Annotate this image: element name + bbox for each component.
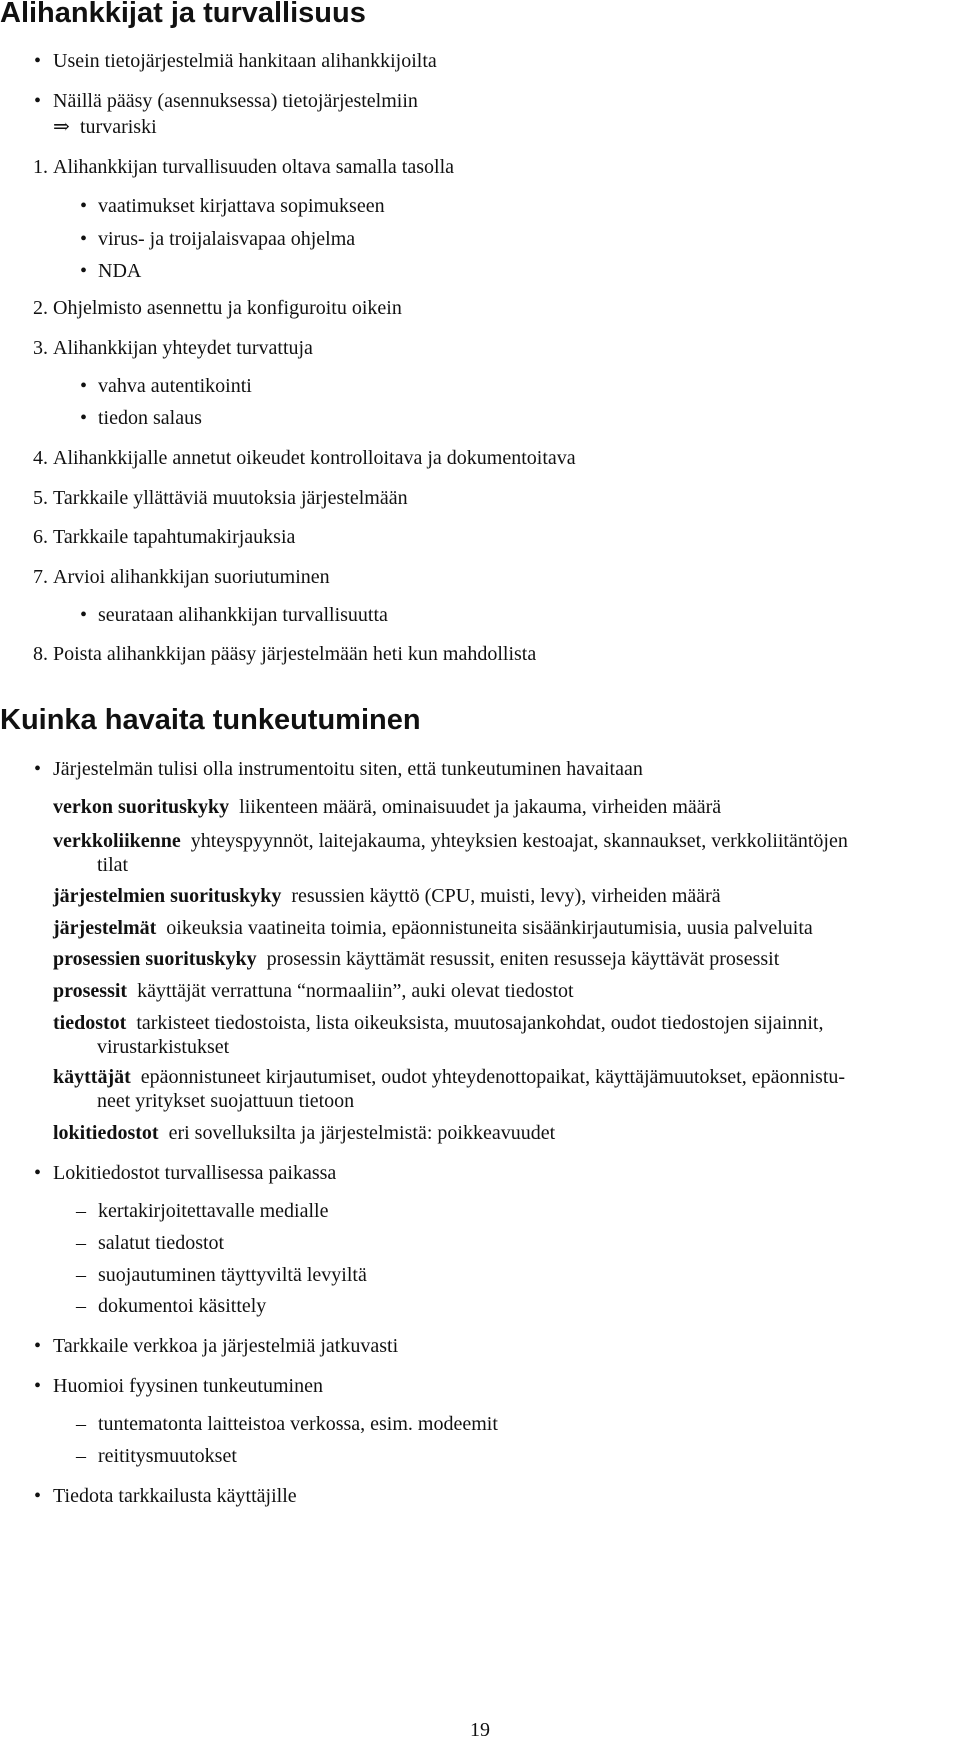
description-text-continuation: tilat — [97, 854, 129, 876]
description-term: järjestelmien suorituskyky — [53, 885, 282, 907]
bullet-glyph: • — [34, 50, 42, 72]
bullet-glyph: • — [80, 604, 88, 626]
numbered-item: Alihankkijan yhteydet turvattuja — [53, 337, 313, 359]
bullet-glyph: • — [34, 1162, 42, 1184]
sub-item: vahva autentikointi — [98, 375, 252, 397]
sub-item: vaatimukset kirjattava sopimukseen — [98, 195, 385, 217]
page-number: 19 — [470, 1719, 490, 1741]
bullet-glyph: • — [34, 1485, 42, 1507]
list-item: Tarkkaile verkkoa ja järjestelmiä jatkuvasti — [53, 1335, 399, 1357]
list-item: Huomioi fyysinen tunkeutuminen — [53, 1375, 323, 1397]
dash-glyph: – — [76, 1413, 86, 1435]
sub-item: reititysmuutokset — [98, 1445, 237, 1467]
dash-glyph: – — [76, 1295, 86, 1317]
bullet-glyph: • — [34, 1335, 42, 1357]
description-entry — [53, 1011, 958, 1035]
description-entry — [53, 1121, 958, 1145]
numbered-item: Arvioi alihankkijan suoriutuminen — [53, 566, 330, 588]
item-number: 1. — [33, 156, 48, 178]
description-text: liikenteen määrä, ominaisuudet ja jakauma, virheiden määrä — [239, 796, 722, 818]
numbered-item: Poista alihankkijan pääsy järjestelmään heti kun mahdollista — [53, 643, 537, 665]
section-title: Kuinka havaita tunkeutuminen — [0, 704, 421, 736]
description-entry — [53, 916, 958, 940]
dash-glyph: – — [76, 1200, 86, 1222]
description-text: eri sovelluksilta ja järjestelmistä: poikkeavuudet — [168, 1122, 556, 1144]
item-number: 7. — [33, 566, 48, 588]
description-text: yhteyspyynnöt, laitejakauma, yhteyksien kestoajat, skannaukset, verkkoliitäntöjen — [190, 830, 848, 852]
numbered-item: Tarkkaile tapahtumakirjauksia — [53, 526, 296, 548]
sub-item: kertakirjoitettavalle medialle — [98, 1200, 329, 1222]
description-entry — [53, 884, 958, 908]
description-term: prosessien suorituskyky — [53, 948, 257, 970]
bullet-glyph: • — [34, 90, 42, 112]
description-text: tarkisteet tiedostoista, lista oikeuksista, muutosajankohdat, oudot tiedostojen sijainnit, — [136, 1012, 824, 1034]
description-entry — [53, 1065, 958, 1089]
description-term: lokitiedostot — [53, 1122, 159, 1144]
bullet-glyph: • — [34, 758, 42, 780]
description-text: käyttäjät verrattuna “normaaliin”, auki olevat tiedostot — [137, 980, 574, 1002]
description-entry — [53, 979, 958, 1003]
description-text: oikeuksia vaatineita toimia, epäonnistuneita sisäänkirjautumisia, uusia palveluita — [166, 917, 813, 939]
description-entry — [53, 829, 958, 853]
dash-glyph: – — [76, 1264, 86, 1286]
bullet-glyph: • — [80, 228, 88, 250]
description-entry — [53, 795, 958, 819]
description-term: verkkoliikenne — [53, 830, 181, 852]
list-item: Näillä pääsy (asennuksessa) tietojärjestelmiin — [53, 90, 418, 112]
description-text-continuation: neet yritykset suojattuun tietoon — [97, 1090, 355, 1112]
bullet-glyph: • — [80, 260, 88, 282]
numbered-item: Alihankkijan turvallisuuden oltava samalla tasolla — [53, 156, 455, 178]
sub-item: NDA — [98, 260, 142, 282]
item-number: 5. — [33, 487, 48, 509]
item-number: 2. — [33, 297, 48, 319]
description-text-continuation: virustarkistukset — [97, 1036, 230, 1058]
list-item: Lokitiedostot turvallisessa paikassa — [53, 1162, 337, 1184]
section-title: Alihankkijat ja turvallisuus — [0, 0, 366, 29]
numbered-item: Ohjelmisto asennettu ja konfiguroitu oikein — [53, 297, 402, 319]
bullet-glyph: • — [34, 1375, 42, 1397]
implies-arrow: ⇒ — [53, 116, 70, 138]
list-item: Usein tietojärjestelmiä hankitaan alihankkijoilta — [53, 50, 437, 72]
sub-item: seurataan alihankkijan turvallisuutta — [98, 604, 388, 626]
bullet-glyph: • — [80, 407, 88, 429]
numbered-item: Tarkkaile yllättäviä muutoksia järjestelmään — [53, 487, 408, 509]
list-item: Järjestelmän tulisi olla instrumentoitu siten, että tunkeutuminen havaitaan — [53, 758, 643, 780]
description-term: tiedostot — [53, 1012, 127, 1034]
list-item: Tiedota tarkkailusta käyttäjille — [53, 1485, 297, 1507]
item-number: 6. — [33, 526, 48, 548]
description-term: prosessit — [53, 980, 128, 1002]
description-term: järjestelmät — [53, 917, 157, 939]
item-number: 4. — [33, 447, 48, 469]
bullet-glyph: • — [80, 375, 88, 397]
item-number: 8. — [33, 643, 48, 665]
sub-item: virus- ja troijalaisvapaa ohjelma — [98, 228, 356, 250]
dash-glyph: – — [76, 1445, 86, 1467]
list-item-continuation: turvariski — [80, 116, 157, 138]
description-entry — [53, 947, 958, 971]
description-term: verkon suorituskyky — [53, 796, 230, 818]
description-term: käyttäjät — [53, 1066, 131, 1088]
sub-item: tuntematonta laitteistoa verkossa, esim. modeemit — [98, 1413, 498, 1435]
sub-item: tiedon salaus — [98, 407, 202, 429]
dash-glyph: – — [76, 1232, 86, 1254]
description-text: prosessin käyttämät resussit, eniten resusseja käyttävät prosessit — [266, 948, 780, 970]
description-text: epäonnistuneet kirjautumiset, oudot yhteydenottopaikat, käyttäjämuutokset, epäonnistu- — [140, 1066, 846, 1088]
bullet-glyph: • — [80, 195, 88, 217]
numbered-item: Alihankkijalle annetut oikeudet kontrolloitava ja dokumentoitava — [53, 447, 576, 469]
sub-item: dokumentoi käsittely — [98, 1295, 267, 1317]
sub-item: salatut tiedostot — [98, 1232, 225, 1254]
sub-item: suojautuminen täyttyviltä levyiltä — [98, 1264, 367, 1286]
item-number: 3. — [33, 337, 48, 359]
description-text: resussien käyttö (CPU, muisti, levy), virheiden määrä — [291, 885, 721, 907]
